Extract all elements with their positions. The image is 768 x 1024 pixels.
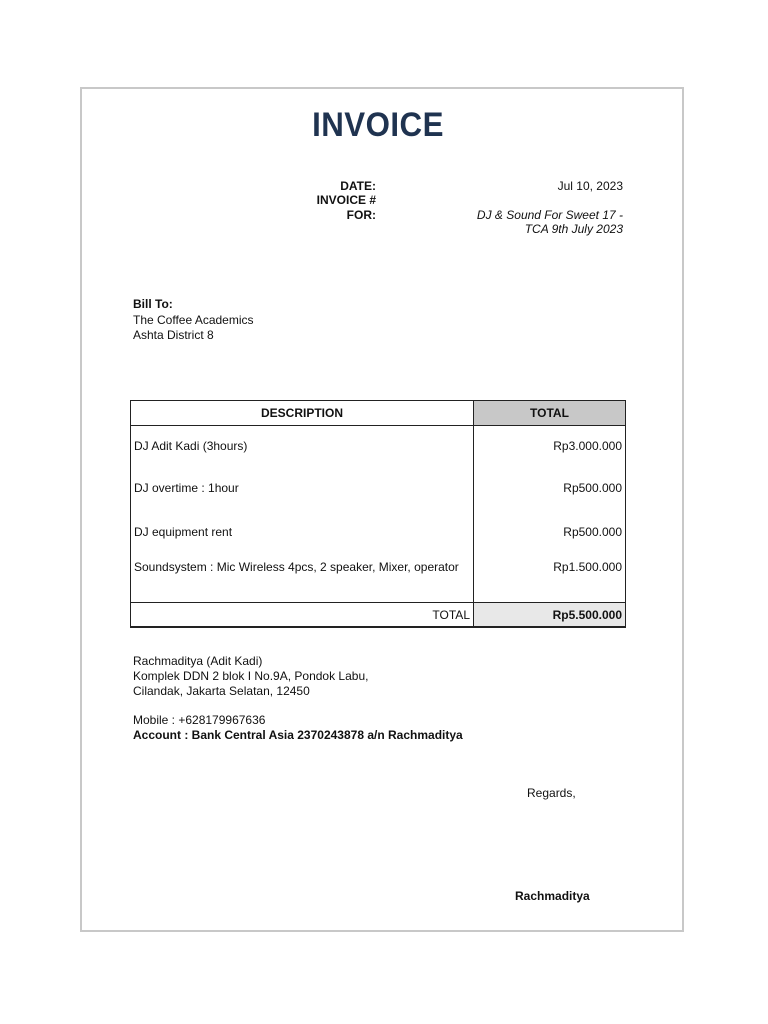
invoice-title: INVOICE <box>312 106 444 144</box>
total-amount: Rp5.500.000 <box>474 603 626 628</box>
total-row <box>131 603 626 628</box>
regards-text: Regards, <box>527 786 576 800</box>
sender-account: Account : Bank Central Asia 2370243878 a/n Rachmaditya <box>133 728 463 742</box>
sender-address-line2: Cilandak, Jakarta Selatan, 12450 <box>133 684 310 698</box>
total-header: TOTAL <box>474 401 626 426</box>
item-description: DJ equipment rent <box>131 510 474 554</box>
for-value-line1: DJ & Sound For Sweet 17 - <box>476 208 623 222</box>
item-amount: Rp500.000 <box>474 466 626 510</box>
sender-section <box>133 654 463 743</box>
item-amount: Rp500.000 <box>474 510 626 554</box>
table-row <box>131 510 626 554</box>
table-row <box>131 554 626 603</box>
signature-name: Rachmaditya <box>515 889 590 903</box>
item-description: DJ Adit Kadi (3hours) <box>131 426 474 467</box>
sender-address-line1: Komplek DDN 2 blok I No.9A, Pondok Labu, <box>133 669 369 683</box>
table-header-row <box>131 401 626 426</box>
total-label: TOTAL <box>131 603 474 628</box>
table-row <box>131 466 626 510</box>
sender-mobile: Mobile : +628179967636 <box>133 713 266 727</box>
date-label: DATE: <box>340 179 376 193</box>
item-amount: Rp1.500.000 <box>474 554 626 603</box>
date-value: Jul 10, 2023 <box>557 179 623 193</box>
bill-to-label: Bill To: <box>133 297 173 311</box>
bill-to-section <box>133 297 254 343</box>
invoice-number-label: INVOICE # <box>316 193 376 207</box>
item-description: Soundsystem : Mic Wireless 4pcs, 2 speaker, Mixer, operator <box>131 554 474 603</box>
table-row <box>131 426 626 467</box>
invoice-items-table <box>130 400 626 628</box>
bill-to-name: The Coffee Academics <box>133 313 254 327</box>
for-label: FOR: <box>346 208 376 222</box>
description-header: DESCRIPTION <box>131 401 474 426</box>
sender-name: Rachmaditya (Adit Kadi) <box>133 654 263 668</box>
for-value-line2: TCA 9th July 2023 <box>524 222 623 236</box>
item-description: DJ overtime : 1hour <box>131 466 474 510</box>
item-amount: Rp3.000.000 <box>474 426 626 467</box>
bill-to-address: Ashta District 8 <box>133 328 214 342</box>
